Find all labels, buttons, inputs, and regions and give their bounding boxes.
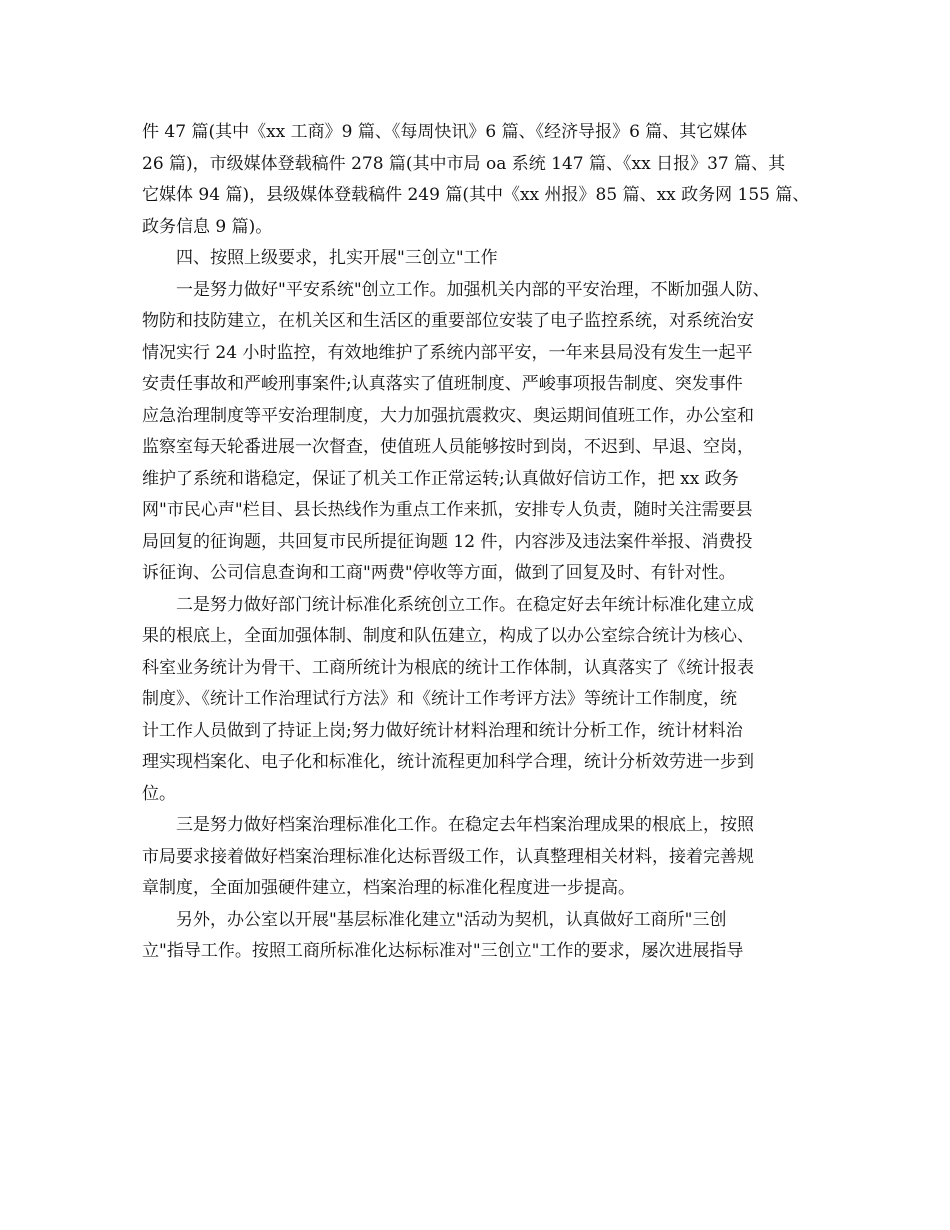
document-body bbox=[142, 117, 842, 968]
text-line: 网"市民心声"栏目、县长热线作为重点工作来抓，安排专人负责，随时关注需要县 bbox=[142, 500, 753, 520]
text-line: 科室业务统计为骨干、工商所统计为根底的统计工作体制，认真落实了《统计报表 bbox=[142, 657, 754, 678]
text-line: 监察室每天轮番进展一次督查，使值班人员能够按时到岗，不迟到、早退、空岗， bbox=[142, 437, 754, 457]
text-line: 26 篇)，市级媒体登载稿件 278 篇(其中市局 oa 系统 147 篇、《xx 日报》37 篇、其 bbox=[142, 153, 786, 174]
text-line: 件 47 篇(其中《xx 工商》9 篇、《每周快讯》6 篇、《经济导报》6 篇、其它媒体 bbox=[142, 122, 748, 142]
text-line: 局回复的征询题，共回复市民所提征询题 12 件，内容涉及违法案件举报、消费投 bbox=[142, 531, 753, 552]
text-line: 安责任事故和严峻刑事案件;认真落实了值班制度、严峻事项报告制度、突发事件 bbox=[142, 374, 743, 394]
section-heading: 四、按照上级要求，扎实开展"三创立"工作 bbox=[176, 248, 498, 268]
text-line: 位。 bbox=[142, 783, 176, 804]
text-line: 情况实行 24 小时监控，有效地维护了系统内部平安，一年来县局没有发生一起平 bbox=[142, 342, 753, 363]
text-line: 计工作人员做到了持证上岗;努力做好统计材料治理和统计分析工作，统计材料治 bbox=[142, 720, 743, 741]
text-line: 它媒体 94 篇)，县级媒体登载稿件 249 篇(其中《xx 州报》85 篇、xx 政务网 155 篇、 bbox=[142, 185, 810, 205]
paragraph-start: 另外，办公室以开展"基层标准化建立"活动为契机，认真做好工商所"三创 bbox=[176, 909, 727, 930]
paragraph-start: 三是努力做好档案治理标准化工作。在稳定去年档案治理成果的根底上，按照 bbox=[176, 815, 754, 835]
text-line: 维护了系统和谐稳定，保证了机关工作正常运转;认真做好信访工作，把 xx 政务 bbox=[142, 468, 739, 489]
text-line: 政务信息 9 篇)。 bbox=[142, 216, 273, 237]
paragraph-start: 一是努力做好"平安系统"创立工作。加强机关内部的平安治理，不断加强人防、 bbox=[176, 279, 770, 300]
paragraph-start: 二是努力做好部门统计标准化系统创立工作。在稳定好去年统计标准化建立成 bbox=[176, 594, 754, 615]
text-line: 理实现档案化、电子化和标准化，统计流程更加科学合理，统计分析效劳进一步到 bbox=[142, 752, 754, 772]
text-line: 制度》、《统计工作治理试行方法》和《统计工作考评方法》等统计工作制度，统 bbox=[142, 689, 737, 709]
text-line: 物防和技防建立，在机关区和生活区的重要部位安装了电子监控系统，对系统治安 bbox=[142, 311, 754, 331]
text-line: 应急治理制度等平安治理制度，大力加强抗震救灾、奥运期间值班工作，办公室和 bbox=[142, 405, 754, 426]
text-line: 诉征询、公司信息查询和工商"两费"停收等方面，做到了回复及时、有针对性。 bbox=[142, 563, 736, 583]
text-line: 市局要求接着做好档案治理标准化达标晋级工作，认真整理相关材料，接着完善规 bbox=[142, 846, 754, 867]
text-line: 立"指导工作。按照工商所标准化达标标准对"三创立"工作的要求，屡次进展指导 bbox=[142, 941, 744, 961]
text-line: 章制度，全面加强硬件建立，档案治理的标准化程度进一步提高。 bbox=[142, 878, 635, 898]
text-line: 果的根底上，全面加强体制、制度和队伍建立，构成了以办公室综合统计为核心、 bbox=[142, 626, 754, 646]
